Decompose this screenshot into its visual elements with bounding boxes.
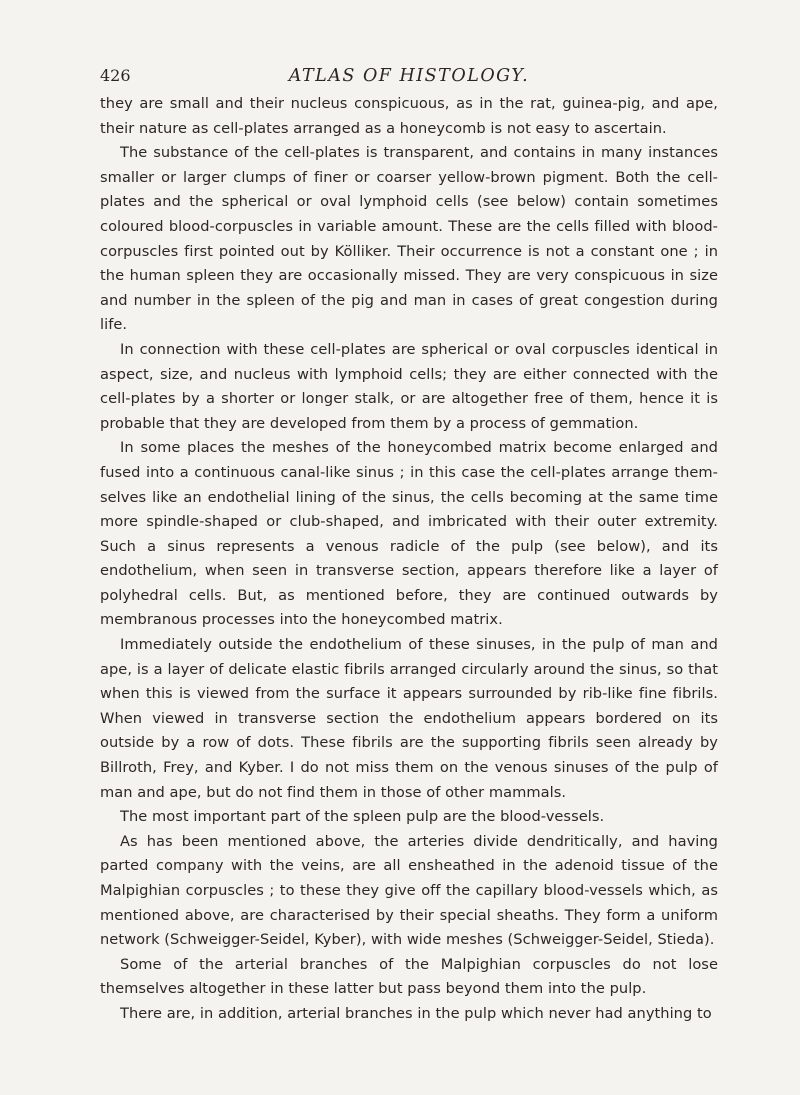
paragraph-additional-branches: There are, in addition, arterial branches in the pulp which never had anything to bbox=[120, 1004, 712, 1022]
paragraph-elastic-fibrils: Immediately outside the endothelium of these sinuses, in the pulp of man and ape, is a layer of delicate elastic fibrils arranged circularly around the sinus, so that when this is viewed from the surface it appears surrounded by rib-like fine fibrils. When viewed in transverse section the endothelium appears bordered on its outside by a row of dots. These fibrils are the supporting fibrils seen already by Billroth, Frey, and Kyber. I do not miss them on the venous sinuses of the pulp of man and ape, but do not find them in those of other mammals. bbox=[100, 636, 718, 801]
running-title: ATLAS OF HISTOLOGY. bbox=[288, 66, 530, 86]
body-text bbox=[100, 92, 718, 1027]
paragraph-cell-plate-substance: The substance of the cell-plates is transparent, and contains in many instances smaller or larger clumps of finer or coarser yellow-brown pigment. Both the cell-plates and the spherical or oval lymphoid cells (see below) contain sometimes coloured blood-corpuscles in variable amount. These are the cells filled with blood-corpuscles first pointed out by Kölliker. Their occurrence is not a constant one ; in the human spleen they are occasionally missed. They are very conspicuous in size and number in the spleen of the pig and man in cases of great congestion during life. bbox=[100, 144, 718, 334]
page-number: 426 bbox=[100, 66, 131, 85]
paragraph-corpuscles: In connection with these cell-plates are spherical or oval corpuscles identical in aspect, size, and nucleus with lymphoid cells; they are either connected with the cell-plates by a shorter or longer stalk, or are altogether free of them, hence it is probable that they are developed from them by a process of gemmation. bbox=[100, 340, 718, 432]
paragraph-arterial-branches: Some of the arterial branches of the Malpighian corpuscles do not lose themselves altogether in these latter but pass beyond them into the pulp. bbox=[100, 955, 718, 998]
paragraph-blood-vessels: The most important part of the spleen pulp are the blood-vessels. bbox=[120, 808, 605, 826]
paragraph-sinus: In some places the meshes of the honeycombed matrix become enlarged and fused into a continuous canal-like sinus ; in this case the cell-plates arrange them-selves like an endothelial lining of the sinus, the cells becoming at the same time more spindle-shaped or club-shaped, and imbricated with their outer extremity. Such a sinus represents a venous radicle of the pulp (see below), and its endothelium, when seen in transverse section, appears therefore like a layer of polyhedral cells. But, as mentioned before, they are continued outwards by membranous processes into the honeycombed matrix. bbox=[100, 439, 718, 629]
paragraph-continuation: they are small and their nucleus conspicuous, as in the rat, guinea-pig, and ape, their nature as cell-plates arranged as a honeycomb is not easy to ascertain. bbox=[100, 95, 718, 137]
paragraph-arteries: As has been mentioned above, the arteries divide dendritically, and having parted company with the veins, are all ensheathed in the adenoid tissue of the Malpighian corpuscles ; to these they give off the capillary blood-vessels which, as mentioned above, are characterised by their special sheaths. They form a uniform network (Schweigger-Seidel, Kyber), with wide meshes (Schweigger-Seidel, Stieda). bbox=[100, 832, 718, 949]
page-header bbox=[100, 66, 718, 90]
